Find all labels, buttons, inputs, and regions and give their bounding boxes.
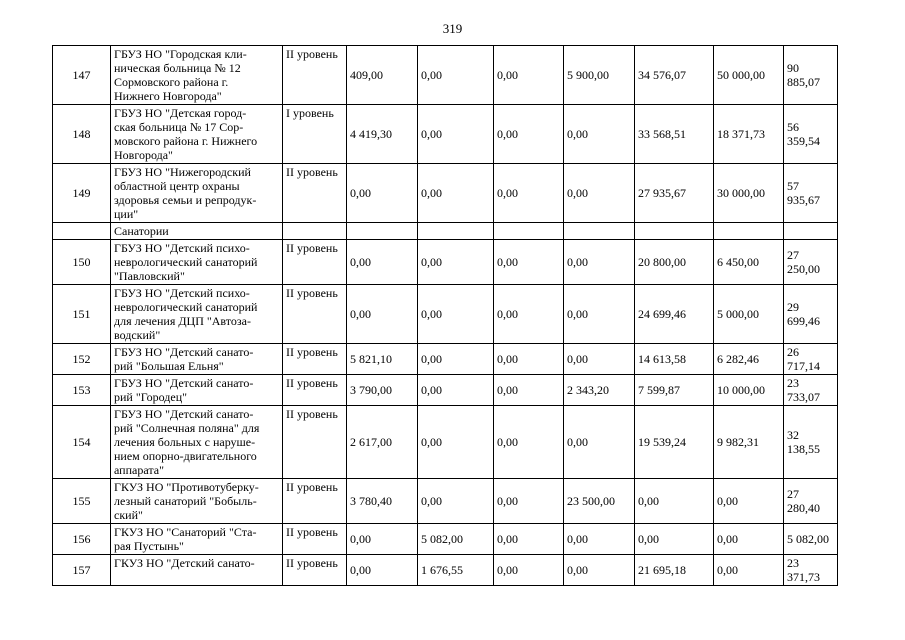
organization-name bbox=[111, 555, 283, 586]
row-number: 149 bbox=[53, 164, 111, 223]
value-col-5: 14 613,58 bbox=[635, 344, 714, 375]
organization-name-line: неврологический санаторий bbox=[114, 255, 258, 269]
table-row bbox=[53, 164, 838, 223]
value-col-1: 409,00 bbox=[347, 46, 418, 105]
organization-name bbox=[111, 105, 283, 164]
value-col-5: 20 800,00 bbox=[635, 240, 714, 285]
value-col-1: 0,00 bbox=[347, 240, 418, 285]
value-col-3: 0,00 bbox=[494, 406, 564, 479]
section-empty-cell bbox=[784, 223, 838, 240]
value-col-2: 0,00 bbox=[418, 285, 494, 344]
value-col-6: 0,00 bbox=[714, 524, 784, 555]
value-col-3: 0,00 bbox=[494, 555, 564, 586]
organization-name-line: ции" bbox=[114, 207, 139, 221]
table-row bbox=[53, 406, 838, 479]
row-number: 147 bbox=[53, 46, 111, 105]
table-row bbox=[53, 524, 838, 555]
value-col-5: 24 699,46 bbox=[635, 285, 714, 344]
care-level: II уровень bbox=[283, 164, 347, 223]
organization-name-line: Новгорода" bbox=[114, 148, 173, 162]
row-number: 153 bbox=[53, 375, 111, 406]
value-total: 27 280,40 bbox=[784, 479, 838, 524]
value-col-6: 50 000,00 bbox=[714, 46, 784, 105]
value-col-3: 0,00 bbox=[494, 164, 564, 223]
value-col-6: 0,00 bbox=[714, 479, 784, 524]
organization-name-line: ническая больница № 12 bbox=[114, 61, 241, 75]
value-col-4: 0,00 bbox=[564, 406, 635, 479]
value-col-1: 2 617,00 bbox=[347, 406, 418, 479]
organization-name-line: ГБУЗ НО "Детский психо- bbox=[114, 241, 250, 255]
section-empty-cell bbox=[494, 223, 564, 240]
value-col-4: 23 500,00 bbox=[564, 479, 635, 524]
organization-name-line: ская больница № 17 Сор- bbox=[114, 120, 244, 134]
value-col-1: 0,00 bbox=[347, 164, 418, 223]
value-total: 57 935,67 bbox=[784, 164, 838, 223]
care-level: I уровень bbox=[283, 105, 347, 164]
organization-name bbox=[111, 285, 283, 344]
value-col-4: 0,00 bbox=[564, 240, 635, 285]
table-row bbox=[53, 46, 838, 105]
value-col-2: 0,00 bbox=[418, 406, 494, 479]
organization-name-line: рий "Городец" bbox=[114, 390, 188, 404]
value-total: 26 717,14 bbox=[784, 344, 838, 375]
value-total: 32 138,55 bbox=[784, 406, 838, 479]
value-col-1: 0,00 bbox=[347, 524, 418, 555]
row-number: 156 bbox=[53, 524, 111, 555]
value-col-4: 0,00 bbox=[564, 524, 635, 555]
value-col-3: 0,00 bbox=[494, 240, 564, 285]
organization-name-line: аппарата" bbox=[114, 463, 164, 477]
value-col-4: 0,00 bbox=[564, 344, 635, 375]
care-level: II уровень bbox=[283, 344, 347, 375]
organization-name bbox=[111, 344, 283, 375]
value-col-5: 21 695,18 bbox=[635, 555, 714, 586]
organization-name-line: Нижнего Новгорода" bbox=[114, 89, 222, 103]
value-col-1: 4 419,30 bbox=[347, 105, 418, 164]
page-number: 319 bbox=[442, 21, 463, 36]
section-empty-cell bbox=[418, 223, 494, 240]
organization-name bbox=[111, 164, 283, 223]
row-number: 148 bbox=[53, 105, 111, 164]
care-level: II уровень bbox=[283, 285, 347, 344]
table-row bbox=[53, 375, 838, 406]
value-col-1: 3 780,40 bbox=[347, 479, 418, 524]
value-total: 29 699,46 bbox=[784, 285, 838, 344]
value-total: 23 733,07 bbox=[784, 375, 838, 406]
organization-name-line: лезный санаторий "Бобыль- bbox=[114, 494, 257, 508]
section-empty-cell bbox=[347, 223, 418, 240]
organization-name-line: Сормовского района г. bbox=[114, 75, 229, 89]
value-total: 27 250,00 bbox=[784, 240, 838, 285]
value-col-3: 0,00 bbox=[494, 105, 564, 164]
value-col-4: 0,00 bbox=[564, 164, 635, 223]
section-num-cell bbox=[53, 223, 111, 240]
section-empty-cell bbox=[564, 223, 635, 240]
care-level: II уровень bbox=[283, 46, 347, 105]
value-col-2: 0,00 bbox=[418, 164, 494, 223]
value-col-2: 0,00 bbox=[418, 105, 494, 164]
value-col-3: 0,00 bbox=[494, 344, 564, 375]
row-number: 150 bbox=[53, 240, 111, 285]
value-total: 90 885,07 bbox=[784, 46, 838, 105]
value-col-4: 0,00 bbox=[564, 555, 635, 586]
care-level: II уровень bbox=[283, 375, 347, 406]
organization-name-line: водский" bbox=[114, 328, 161, 342]
budget-table bbox=[52, 45, 838, 586]
care-level: II уровень bbox=[283, 524, 347, 555]
organization-name-line: ГКУЗ НО "Санаторий "Ста- bbox=[114, 525, 257, 539]
organization-name-line: ГБУЗ НО "Детский психо- bbox=[114, 286, 250, 300]
organization-name bbox=[111, 46, 283, 105]
care-level: II уровень bbox=[283, 240, 347, 285]
value-col-6: 9 982,31 bbox=[714, 406, 784, 479]
organization-name-line: здоровья семьи и репродук- bbox=[114, 193, 257, 207]
value-col-2: 0,00 bbox=[418, 46, 494, 105]
row-number: 155 bbox=[53, 479, 111, 524]
value-total: 56 359,54 bbox=[784, 105, 838, 164]
value-col-4: 0,00 bbox=[564, 285, 635, 344]
value-col-3: 0,00 bbox=[494, 479, 564, 524]
organization-name-line: ГКУЗ НО "Противотуберку- bbox=[114, 480, 259, 494]
value-col-6: 0,00 bbox=[714, 555, 784, 586]
section-label: Санатории bbox=[111, 223, 283, 240]
value-col-2: 0,00 bbox=[418, 375, 494, 406]
value-col-5: 19 539,24 bbox=[635, 406, 714, 479]
organization-name bbox=[111, 406, 283, 479]
organization-name-line: для лечения ДЦП "Автоза- bbox=[114, 314, 251, 328]
section-empty-cell bbox=[714, 223, 784, 240]
value-total: 23 371,73 bbox=[784, 555, 838, 586]
value-col-3: 0,00 bbox=[494, 375, 564, 406]
organization-name-line: ГКУЗ НО "Детский санато- bbox=[114, 556, 255, 570]
value-col-4: 5 900,00 bbox=[564, 46, 635, 105]
value-col-5: 27 935,67 bbox=[635, 164, 714, 223]
section-row bbox=[53, 223, 838, 240]
organization-name-line: ГБУЗ НО "Детский санато- bbox=[114, 376, 254, 390]
table-row bbox=[53, 285, 838, 344]
value-col-2: 5 082,00 bbox=[418, 524, 494, 555]
organization-name bbox=[111, 479, 283, 524]
value-col-5: 0,00 bbox=[635, 479, 714, 524]
value-col-3: 0,00 bbox=[494, 524, 564, 555]
value-col-4: 0,00 bbox=[564, 105, 635, 164]
value-col-1: 0,00 bbox=[347, 285, 418, 344]
organization-name-line: "Павловский" bbox=[114, 269, 185, 283]
organization-name-line: ГБУЗ НО "Детский санато- bbox=[114, 345, 254, 359]
value-col-6: 10 000,00 bbox=[714, 375, 784, 406]
organization-name-line: рий "Большая Ельня" bbox=[114, 359, 224, 373]
organization-name bbox=[111, 240, 283, 285]
value-col-1: 5 821,10 bbox=[347, 344, 418, 375]
value-col-6: 5 000,00 bbox=[714, 285, 784, 344]
organization-name-line: неврологический санаторий bbox=[114, 300, 258, 314]
section-empty-cell bbox=[283, 223, 347, 240]
value-col-6: 6 450,00 bbox=[714, 240, 784, 285]
value-col-2: 0,00 bbox=[418, 344, 494, 375]
value-col-5: 0,00 bbox=[635, 524, 714, 555]
organization-name-line: нием опорно-двигательного bbox=[114, 449, 257, 463]
value-col-5: 7 599,87 bbox=[635, 375, 714, 406]
organization-name-line: рая Пустынь" bbox=[114, 539, 184, 553]
value-col-2: 0,00 bbox=[418, 240, 494, 285]
value-total: 5 082,00 bbox=[784, 524, 838, 555]
table-row bbox=[53, 555, 838, 586]
organization-name-line: областной центр охраны bbox=[114, 179, 240, 193]
value-col-1: 3 790,00 bbox=[347, 375, 418, 406]
organization-name-line: ГБУЗ НО "Городская кли- bbox=[114, 47, 247, 61]
row-number: 152 bbox=[53, 344, 111, 375]
value-col-3: 0,00 bbox=[494, 46, 564, 105]
care-level: II уровень bbox=[283, 479, 347, 524]
row-number: 154 bbox=[53, 406, 111, 479]
value-col-2: 0,00 bbox=[418, 479, 494, 524]
value-col-3: 0,00 bbox=[494, 285, 564, 344]
organization-name-line: ский" bbox=[114, 508, 143, 522]
section-empty-cell bbox=[635, 223, 714, 240]
table-row bbox=[53, 105, 838, 164]
row-number: 157 bbox=[53, 555, 111, 586]
table-body bbox=[53, 46, 838, 586]
organization-name-line: лечения больных с наруше- bbox=[114, 435, 256, 449]
organization-name-line: ГБУЗ НО "Детская город- bbox=[114, 106, 247, 120]
value-col-4: 2 343,20 bbox=[564, 375, 635, 406]
care-level: II уровень bbox=[283, 406, 347, 479]
row-number: 151 bbox=[53, 285, 111, 344]
value-col-1: 0,00 bbox=[347, 555, 418, 586]
care-level: II уровень bbox=[283, 555, 347, 586]
organization-name-line: ГБУЗ НО "Нижегородский bbox=[114, 165, 251, 179]
organization-name-line: ГБУЗ НО "Детский санато- bbox=[114, 407, 254, 421]
value-col-6: 6 282,46 bbox=[714, 344, 784, 375]
table-row bbox=[53, 479, 838, 524]
value-col-5: 34 576,07 bbox=[635, 46, 714, 105]
table-row bbox=[53, 344, 838, 375]
value-col-6: 18 371,73 bbox=[714, 105, 784, 164]
organization-name bbox=[111, 524, 283, 555]
organization-name-line: рий "Солнечная поляна" для bbox=[114, 421, 260, 435]
value-col-5: 33 568,51 bbox=[635, 105, 714, 164]
value-col-6: 30 000,00 bbox=[714, 164, 784, 223]
table-row bbox=[53, 240, 838, 285]
organization-name bbox=[111, 375, 283, 406]
value-col-2: 1 676,55 bbox=[418, 555, 494, 586]
organization-name-line: мовского района г. Нижнего bbox=[114, 134, 258, 148]
